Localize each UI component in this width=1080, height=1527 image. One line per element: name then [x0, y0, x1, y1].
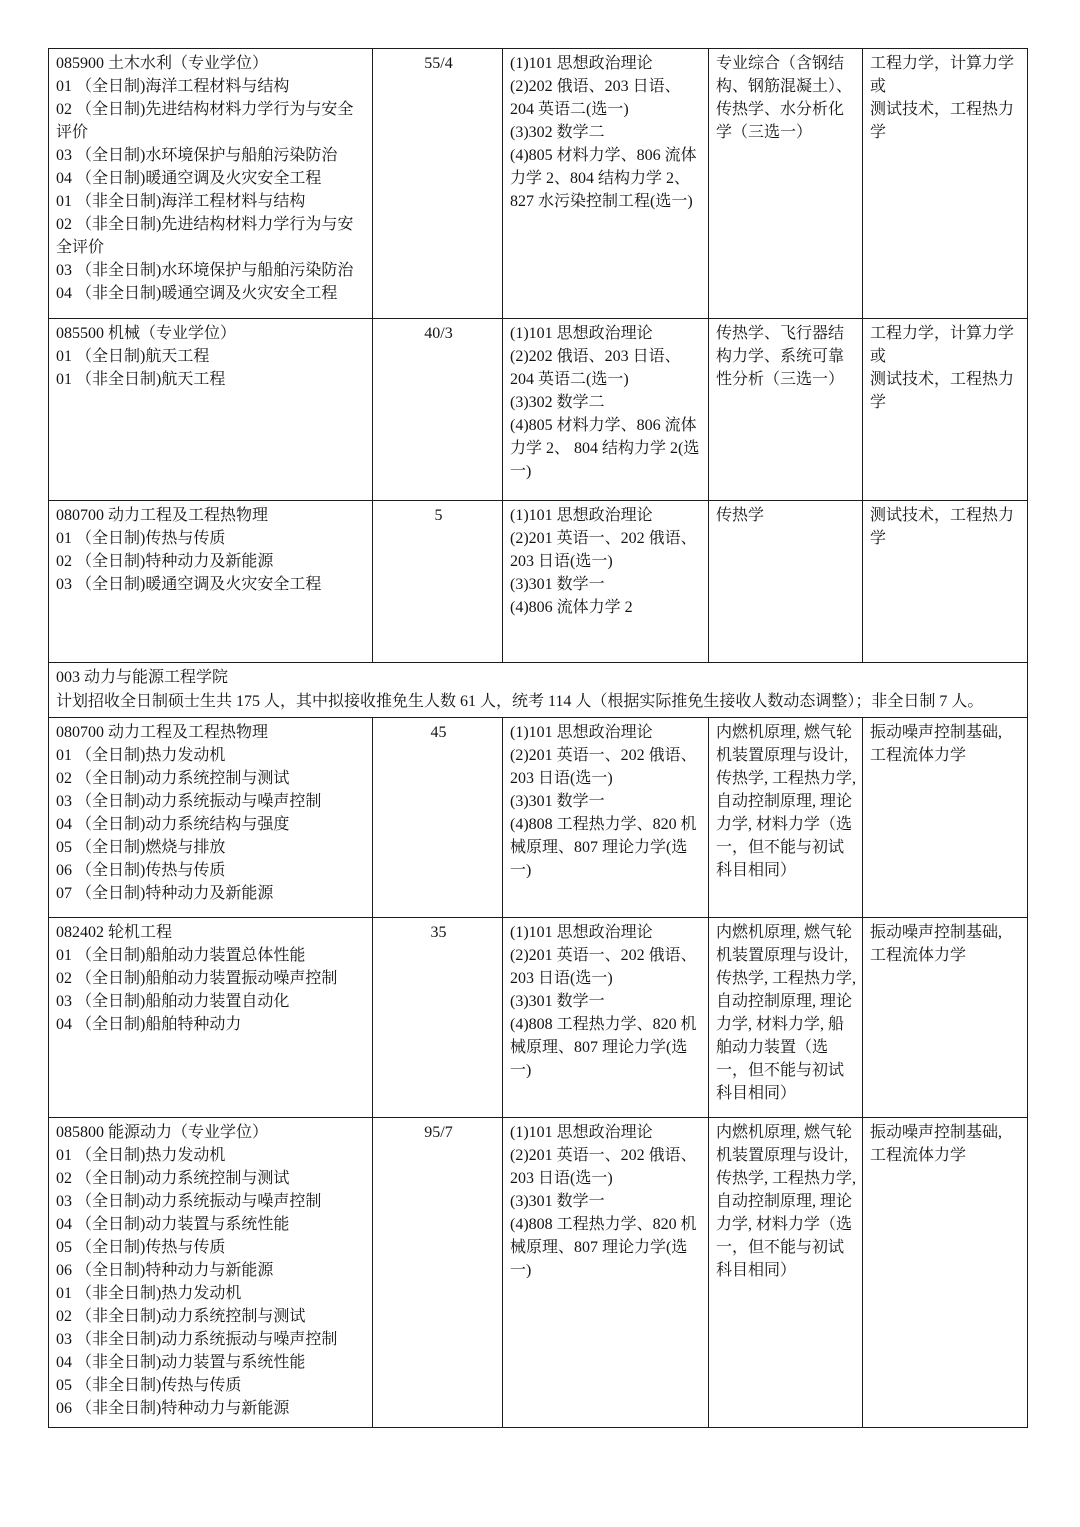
quota-cell: [373, 918, 503, 1118]
quota-cell: [373, 1118, 503, 1428]
exam-subject-line: (3)301 数学一: [510, 793, 605, 810]
retest-subjects: 传热学、飞行器结构力学、系统可靠性分析（三选一）: [716, 325, 845, 388]
additional-subject-line: 工程力学，计算力学: [870, 55, 1015, 72]
exam-subject-list: [510, 322, 703, 483]
exam-subjects-cell: [503, 1118, 709, 1428]
direction-line: 01 （全日制)船舶动力装置总体性能: [56, 947, 306, 964]
additional-subject-line: 测试技术，工程热力学: [870, 101, 1015, 141]
exam-subject-line: (1)101 思想政治理论: [510, 55, 653, 72]
direction-line: 04 （全日制)暖通空调及火灾安全工程: [56, 170, 322, 187]
direction-list: [56, 345, 367, 391]
direction-line: 02 （全日制)先进结构材料力学行为与安全评价: [56, 101, 354, 141]
retest-subjects: 内燃机原理, 燃气轮机装置原理与设计, 传热学, 工程热力学, 自动控制原理, 理论力学, 材料力学（选一，但不能与初试科目相同）: [716, 724, 857, 879]
program-row-082402: [49, 918, 1028, 1118]
direction-line: 01 （全日制)传热与传质: [56, 530, 226, 547]
direction-line: 01 （全日制)热力发动机: [56, 747, 226, 764]
exam-subject-list: [510, 721, 703, 882]
direction-line: 02 （全日制)动力系统控制与测试: [56, 1170, 290, 1187]
program-code: 085900 土木水利（专业学位）: [56, 55, 269, 72]
quota-value: 45: [430, 724, 447, 741]
program-code: 080700 动力工程及工程热物理: [56, 507, 269, 524]
additional-subject-line: 振动噪声控制基础,: [870, 1124, 1003, 1141]
exam-subject-line: (2)201 英语一、202 俄语、203 日语(选一): [510, 530, 697, 570]
direction-line: 03 （全日制)动力系统振动与噪声控制: [56, 793, 322, 810]
direction-line: 03 （全日制)水环境保护与船舶污染防治: [56, 147, 338, 164]
exam-subject-line: (3)301 数学一: [510, 576, 605, 593]
exam-subject-line: (1)101 思想政治理论: [510, 724, 653, 741]
direction-line: 01 （全日制)海洋工程材料与结构: [56, 78, 290, 95]
exam-subject-list: [510, 921, 703, 1082]
direction-line: 04 （全日制)动力装置与系统性能: [56, 1216, 290, 1233]
additional-subject-line: 测试技术，工程热力学: [870, 507, 1015, 547]
direction-line: 01 （非全日制)热力发动机: [56, 1285, 242, 1302]
additional-subject-list: [870, 721, 1022, 767]
direction-line: 02 （全日制)动力系统控制与测试: [56, 770, 290, 787]
direction-line: 04 （非全日制)暖通空调及火灾安全工程: [56, 285, 338, 302]
direction-line: 03 （非全日制)水环境保护与船舶污染防治: [56, 262, 354, 279]
exam-subject-list: [510, 52, 703, 213]
retest-subjects-cell: [709, 718, 863, 918]
college-header-cell: [49, 663, 1028, 718]
direction-line: 02 （全日制)船舶动力装置振动噪声控制: [56, 970, 338, 987]
exam-subject-line: (2)202 俄语、203 日语、204 英语二(选一): [510, 348, 681, 388]
exam-subject-line: (3)301 数学一: [510, 1193, 605, 1210]
additional-subject-line: 振动噪声控制基础,: [870, 924, 1003, 941]
direction-line: 05 （非全日制)传热与传质: [56, 1377, 242, 1394]
direction-line: 06 （非全日制)特种动力与新能源: [56, 1400, 290, 1417]
direction-line: 01 （非全日制)海洋工程材料与结构: [56, 193, 306, 210]
exam-subject-line: (4)805 材料力学、806 流体力学 2、 804 结构力学 2(选一): [510, 417, 700, 480]
additional-subjects-cell: [863, 718, 1028, 918]
additional-subject-list: [870, 504, 1022, 550]
direction-line: 06 （全日制)特种动力与新能源: [56, 1262, 274, 1279]
exam-subject-line: (4)808 工程热力学、820 机械原理、807 理论力学(选一): [510, 1216, 697, 1279]
program-row-080700-a: [49, 501, 1028, 663]
direction-line: 03 （非全日制)动力系统振动与噪声控制: [56, 1331, 338, 1348]
quota-value: 35: [430, 924, 447, 941]
additional-subject-line: 振动噪声控制基础,: [870, 724, 1003, 741]
retest-subjects-cell: [709, 918, 863, 1118]
exam-subject-line: (3)301 数学一: [510, 993, 605, 1010]
direction-list: [56, 744, 367, 905]
program-row-085900: [49, 49, 1028, 319]
direction-line: 02 （全日制)特种动力及新能源: [56, 553, 274, 570]
retest-subjects-cell: [709, 501, 863, 663]
quota-value: 40/3: [424, 325, 453, 342]
retest-subjects-cell: [709, 319, 863, 501]
exam-subject-line: (1)101 思想政治理论: [510, 325, 653, 342]
direction-line: 04 （非全日制)动力装置与系统性能: [56, 1354, 306, 1371]
exam-subjects-cell: [503, 49, 709, 319]
direction-list: [56, 75, 367, 305]
exam-subjects-cell: [503, 718, 709, 918]
direction-line: 03 （全日制)动力系统振动与噪声控制: [56, 1193, 322, 1210]
program-code: 082402 轮机工程: [56, 924, 173, 941]
exam-subject-line: (2)202 俄语、203 日语、204 英语二(选一): [510, 78, 681, 118]
exam-subject-list: [510, 1121, 703, 1282]
directions-cell: [49, 918, 373, 1118]
quota-cell: [373, 718, 503, 918]
quota-value: 5: [434, 507, 443, 524]
admissions-table: [48, 48, 1028, 1428]
directions-cell: [49, 501, 373, 663]
retest-subjects: 传热学: [716, 507, 765, 524]
retest-subjects: 内燃机原理, 燃气轮机装置原理与设计, 传热学, 工程热力学, 自动控制原理, 理论力学, 材料力学（选一，但不能与初试科目相同）: [716, 1124, 857, 1279]
additional-subjects-cell: [863, 501, 1028, 663]
program-row-085800: [49, 1118, 1028, 1428]
exam-subjects-cell: [503, 501, 709, 663]
exam-subject-line: (2)201 英语一、202 俄语、203 日语(选一): [510, 747, 697, 787]
additional-subject-line: 或: [870, 78, 887, 95]
program-code: 085800 能源动力（专业学位）: [56, 1124, 269, 1141]
exam-subject-line: (3)302 数学二: [510, 124, 605, 141]
additional-subjects-cell: [863, 918, 1028, 1118]
exam-subject-line: (1)101 思想政治理论: [510, 507, 653, 524]
program-row-085500: [49, 319, 1028, 501]
program-row-080700-b: [49, 718, 1028, 918]
exam-subject-line: (4)808 工程热力学、820 机械原理、807 理论力学(选一): [510, 1016, 697, 1079]
directions-cell: [49, 319, 373, 501]
exam-subject-line: (2)201 英语一、202 俄语、203 日语(选一): [510, 947, 697, 987]
exam-subject-line: (1)101 思想政治理论: [510, 924, 653, 941]
additional-subjects-cell: [863, 1118, 1028, 1428]
direction-line: 03 （全日制)暖通空调及火灾安全工程: [56, 576, 322, 593]
retest-subjects: 内燃机原理, 燃气轮机装置原理与设计, 传热学, 工程热力学, 自动控制原理, 理论力学, 材料力学, 船舶动力装置（选一，但不能与初试科目相同）: [716, 924, 857, 1102]
college-header-row: [49, 663, 1028, 718]
exam-subject-line: (4)806 流体力学 2: [510, 599, 633, 616]
additional-subject-line: 测试技术，工程热力学: [870, 371, 1015, 411]
direction-line: 04 （全日制)船舶特种动力: [56, 1016, 242, 1033]
quota-value: 95/7: [424, 1124, 453, 1141]
direction-line: 04 （全日制)动力系统结构与强度: [56, 816, 290, 833]
college-code-name: 003 动力与能源工程学院: [56, 669, 229, 686]
quota-cell: [373, 319, 503, 501]
exam-subjects-cell: [503, 918, 709, 1118]
additional-subject-list: [870, 322, 1022, 414]
exam-subject-line: (4)808 工程热力学、820 机械原理、807 理论力学(选一): [510, 816, 697, 879]
direction-line: 03 （全日制)船舶动力装置自动化: [56, 993, 290, 1010]
directions-cell: [49, 49, 373, 319]
exam-subject-list: [510, 504, 703, 619]
retest-subjects-cell: [709, 1118, 863, 1428]
exam-subject-line: (3)302 数学二: [510, 394, 605, 411]
exam-subjects-cell: [503, 319, 709, 501]
exam-subject-line: (4)805 材料力学、806 流体力学 2、804 结构力学 2、827 水污染控制工程(选一): [510, 147, 697, 210]
direction-list: [56, 1144, 367, 1420]
direction-list: [56, 527, 367, 596]
additional-subject-line: 工程流体力学: [870, 1147, 967, 1164]
quota-cell: [373, 49, 503, 319]
direction-line: 02 （非全日制)先进结构材料力学行为与安全评价: [56, 216, 354, 256]
additional-subjects-cell: [863, 319, 1028, 501]
direction-line: 07 （全日制)特种动力及新能源: [56, 885, 274, 902]
program-code: 080700 动力工程及工程热物理: [56, 724, 269, 741]
quota-value: 55/4: [424, 55, 453, 72]
program-code: 085500 机械（专业学位）: [56, 325, 237, 342]
additional-subject-list: [870, 921, 1022, 967]
directions-cell: [49, 1118, 373, 1428]
direction-line: 06 （全日制)传热与传质: [56, 862, 226, 879]
additional-subject-list: [870, 1121, 1022, 1167]
additional-subject-list: [870, 52, 1022, 144]
direction-line: 01 （全日制)热力发动机: [56, 1147, 226, 1164]
additional-subject-line: 或: [870, 348, 887, 365]
additional-subject-line: 工程力学，计算力学: [870, 325, 1015, 342]
direction-list: [56, 944, 367, 1036]
additional-subject-line: 工程流体力学: [870, 947, 967, 964]
direction-line: 02 （非全日制)动力系统控制与测试: [56, 1308, 306, 1325]
direction-line: 05 （全日制)传热与传质: [56, 1239, 226, 1256]
retest-subjects: 专业综合（含钢结构、钢筋混凝土）、传热学、水分析化学（三选一）: [716, 55, 853, 141]
retest-subjects-cell: [709, 49, 863, 319]
exam-subject-line: (1)101 思想政治理论: [510, 1124, 653, 1141]
college-plan-note: 计划招收全日制硕士生共 175 人，其中拟接收推免生人数 61 人，统考 114 人（根据实际推免生接收人数动态调整）；非全日制 7 人。: [56, 693, 984, 710]
direction-line: 01 （非全日制)航天工程: [56, 371, 226, 388]
additional-subject-line: 工程流体力学: [870, 747, 967, 764]
exam-subject-line: (2)201 英语一、202 俄语、203 日语(选一): [510, 1147, 697, 1187]
direction-line: 01 （全日制)航天工程: [56, 348, 210, 365]
direction-line: 05 （全日制)燃烧与排放: [56, 839, 226, 856]
additional-subjects-cell: [863, 49, 1028, 319]
directions-cell: [49, 718, 373, 918]
quota-cell: [373, 501, 503, 663]
